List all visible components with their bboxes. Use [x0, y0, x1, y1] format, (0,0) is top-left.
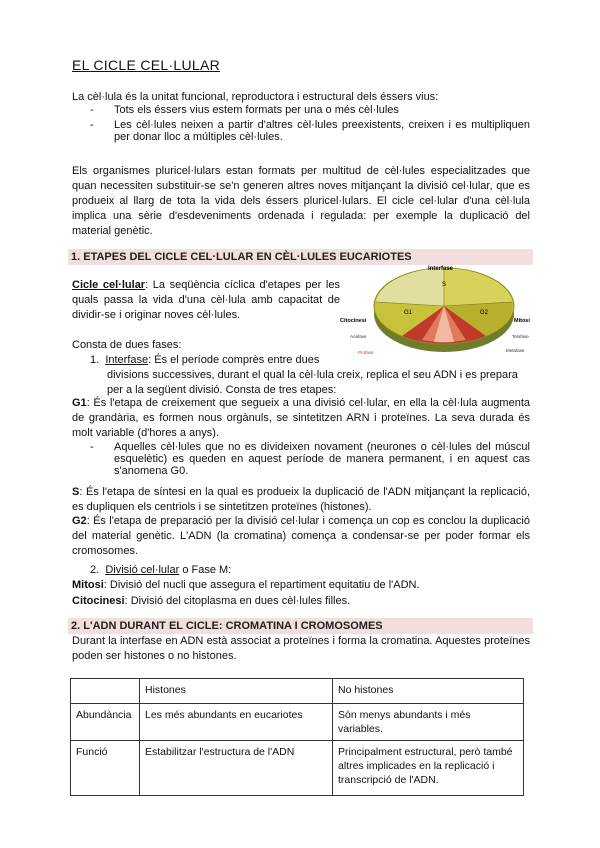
table-row — [71, 704, 524, 741]
label-g2: G2 — [480, 310, 489, 316]
cicle-definition: Cicle cel·lular: La seqüència cíclica d'etapes per les quals passa la vida d'una cèl·lula amb capacitat de dividir-se i originar noves cèl·lules. — [72, 279, 340, 321]
mitosi-line: Mitosi: Divisió del nucli que assegura el repartiment equitatiu de l'ADN. — [72, 579, 420, 591]
dash-marker: - — [90, 119, 94, 131]
intro-line: La cèl·lula és la unitat funcional, reproductora i estructural dels éssers vius: — [72, 91, 439, 103]
cicle-term: Cicle cel·lular — [72, 279, 146, 291]
label-g1: G1 — [404, 310, 413, 316]
item-2-number: 2. — [90, 564, 100, 576]
paragraph-organisms: Els organismes pluricel·lulars estan formats per multitud de cèl·lules especialitzades que quan necessiten substituir-se se'n generen altres noves mitjançant la divisió cel·lular, que es produeix al llarg de tota la vida dels éssers pluricel·lulars. El cicle cel·lular d'una cèl·lula implica una sèrie d'esdeveniments ordenada i regulada: per exemple la duplicació del material genètic. — [72, 165, 530, 237]
divisio-item: 2. Divisió cel·lular o Fase M: — [90, 564, 232, 576]
divisio-term: Divisió cel·lular — [105, 564, 180, 576]
g1-paragraph: G1: És l'etapa de creixement que segueix a una divisió cel·lular, en ella la cèl·lula augmenta de grandària, es formen nous orgànuls, se sintetitzen ARN i proteïnes. La seva durada és molt variable (d'hores a anys). — [72, 397, 530, 439]
g2-paragraph: G2: És l'etapa de preparació per la divisió cel·lular i comença un cop es conclou la duplicació del material genètic. L'ADN (la cromatina) comença a condensar-se per poder formar els cromosomes. — [72, 515, 530, 557]
s-sector — [444, 268, 512, 306]
table-row — [71, 741, 524, 796]
label-s: S — [442, 282, 447, 288]
g1-sector — [376, 268, 447, 306]
table-header-cell: Histones — [140, 679, 333, 704]
consta-line: Consta de dues fases: — [72, 339, 182, 351]
interfase-item-rest: divisions successives, durant el qual la cèl·lula creix, replica el seu ADN i es prepara per a la següent divisió. Consta de tres etapes: — [107, 369, 518, 396]
dash-marker: - — [90, 441, 94, 453]
section-2-text: Durant la interfase en ADN està associat a proteïnes i forma la cromatina. Aquestes proteïnes poden ser histones o no histones. — [72, 635, 530, 662]
intro-bullet-2: - Les cèl·lules neixen a partir d'altres cèl·lules preexistents, creixen i es multipliquen per donar lloc a múltiples cèl·lules. — [90, 119, 530, 143]
s-paragraph: S: És l'etapa de síntesi en la qual es produeix la duplicació de l'ADN mitjançant la replicació, es dupliquen els centriols i se sintetitzen proteïnes (histones). — [72, 486, 530, 513]
table-cell: Estabilitzar l'estructura de l'ADN — [140, 741, 333, 796]
label-metafase: Metafase — [506, 348, 525, 353]
table-cell: Les més abundants en eucariotes — [140, 704, 333, 741]
label-mitosi: Mitosi — [514, 318, 530, 324]
cell-cycle-figure — [336, 258, 536, 363]
table-header-cell — [71, 679, 140, 704]
interfase-term: Interfase — [105, 354, 149, 366]
cell-cycle-diagram — [336, 258, 536, 360]
label-anafase: Anafase — [350, 334, 367, 339]
interfase-item-first: 1. Interfase: És el període comprès entre dues — [90, 354, 320, 366]
label-telofase: Telofase — [512, 334, 529, 339]
intro-bullet-1: - Tots els éssers vius estem formats per una o més cèl·lules — [90, 104, 399, 116]
g0-bullet: - Aquelles cèl·lules que no es divideixen novament (neurones o cèl·lules del múscul esquelètic) es queden en aquest període de manera permanent, i en aquest cas s'anomena G0. — [90, 441, 530, 477]
table-cell: Principalment estructural, però també altres implicades en la replicació i transcripció de l'ADN. — [333, 741, 524, 796]
table-header-row — [71, 679, 524, 704]
table-header-cell: No histones — [333, 679, 524, 704]
citocinesi-line: Citocinesi: Divisió del citoplasma en dues cèl·lules filles. — [72, 595, 351, 607]
label-interfase: Interfase — [428, 266, 454, 272]
table-cell: Abundància — [71, 704, 140, 741]
table-cell: Són menys abundants i més variables. — [333, 704, 524, 741]
label-profase: Profase — [358, 350, 374, 355]
dash-marker: - — [90, 104, 94, 116]
table-cell: Funció — [71, 741, 140, 796]
histones-table — [70, 678, 524, 796]
item-1-number: 1. — [90, 354, 100, 366]
section-2-heading: 2. L'ADN DURANT EL CICLE: CROMATINA I CROMOSOMES — [68, 618, 533, 634]
label-citocinesi: Citocinesi — [340, 318, 367, 324]
page-title: EL CICLE CEL·LULAR — [72, 57, 221, 73]
section-1-heading: 1. ETAPES DEL CICLE CEL·LULAR EN CÈL·LULES EUCARIOTES — [68, 249, 533, 265]
